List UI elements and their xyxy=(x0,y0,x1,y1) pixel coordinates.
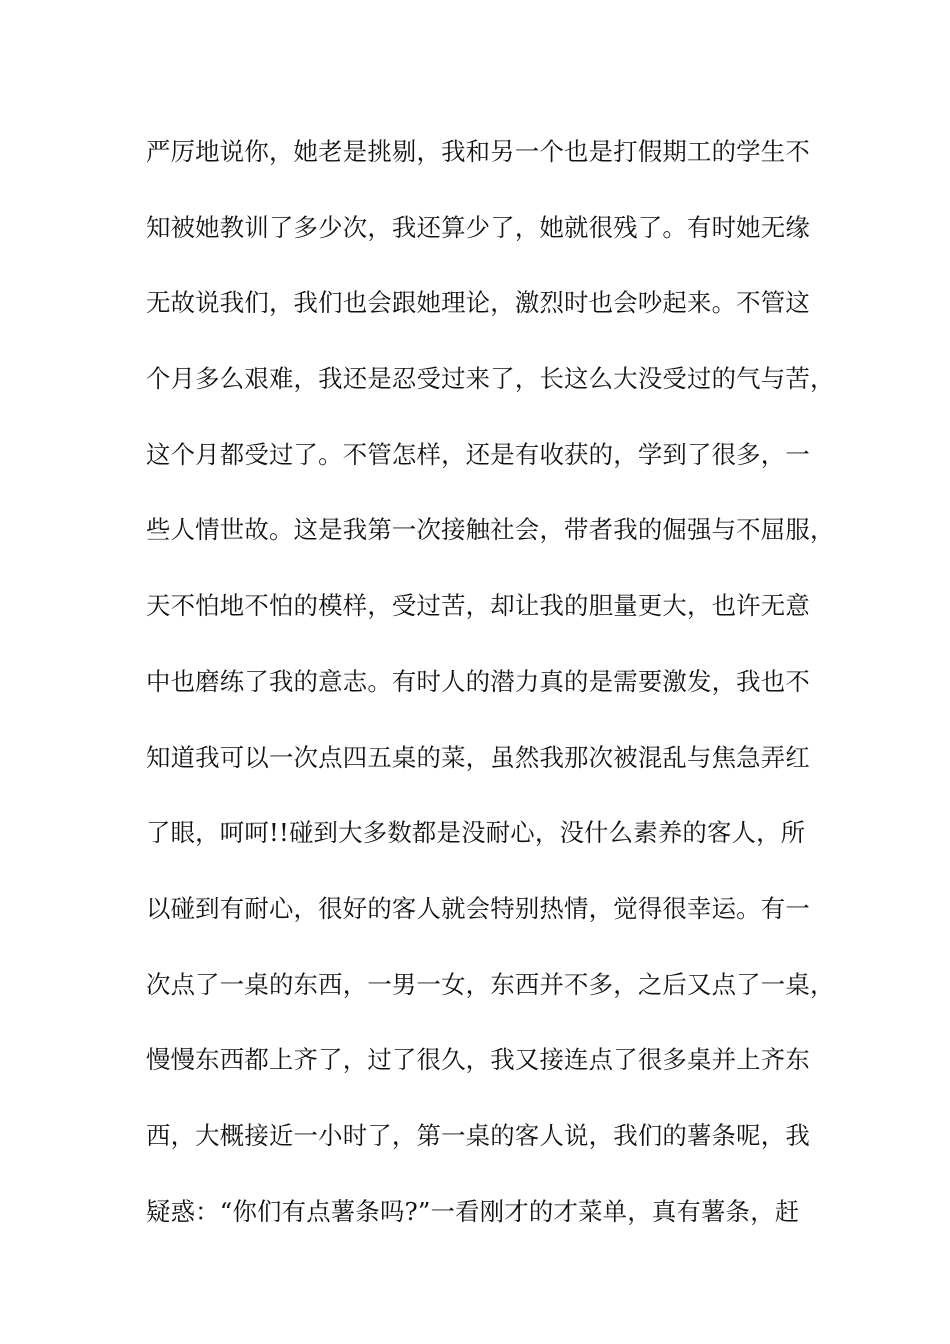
text-line: 西，大概接近一小时了，第一桌的客人说，我们的薯条呢，我 xyxy=(146,1120,810,1150)
text-line: 知道我可以一次点四五桌的菜，虽然我那次被混乱与焦急弄红 xyxy=(146,742,810,772)
text-line: 慢慢东西都上齐了，过了很久，我又接连点了很多桌并上齐东 xyxy=(146,1045,810,1075)
text-line: 无故说我们，我们也会跟她理论，激烈时也会吵起来。不管这 xyxy=(146,288,810,318)
text-line: 这个月都受过了。不管怎样，还是有收获的，学到了很多，一 xyxy=(146,439,810,469)
text-line: 疑惑：“你们有点薯条吗?”一看刚才的才菜单，真有薯条，赶 xyxy=(146,1196,800,1226)
text-line: 严厉地说你，她老是挑剔，我和另一个也是打假期工的学生不 xyxy=(146,137,810,166)
text-line: 天不怕地不怕的模样，受过苦，却让我的胆量更大，也许无意 xyxy=(146,591,810,621)
text-line: 些人情世故。这是我第一次接触社会，带者我的倔强与不屈服， xyxy=(146,515,835,545)
text-line: 以碰到有耐心，很好的客人就会特别热情，觉得很幸运。有一 xyxy=(146,893,810,923)
text-line: 次点了一桌的东西，一男一女，东西并不多，之后又点了一桌， xyxy=(146,969,835,999)
text-line: 了眼，呵呵!!碰到大多数都是没耐心，没什么素养的客人，所 xyxy=(146,818,806,848)
text-line: 中也磨练了我的意志。有时人的潜力真的是需要激发，我也不 xyxy=(146,666,810,696)
text-line: 知被她教训了多少次，我还算少了，她就很残了。有时她无缘 xyxy=(146,212,810,242)
body-text xyxy=(146,130,835,1265)
text-line: 个月多么艰难，我还是忍受过来了，长这么大没受过的气与苦， xyxy=(146,364,835,394)
